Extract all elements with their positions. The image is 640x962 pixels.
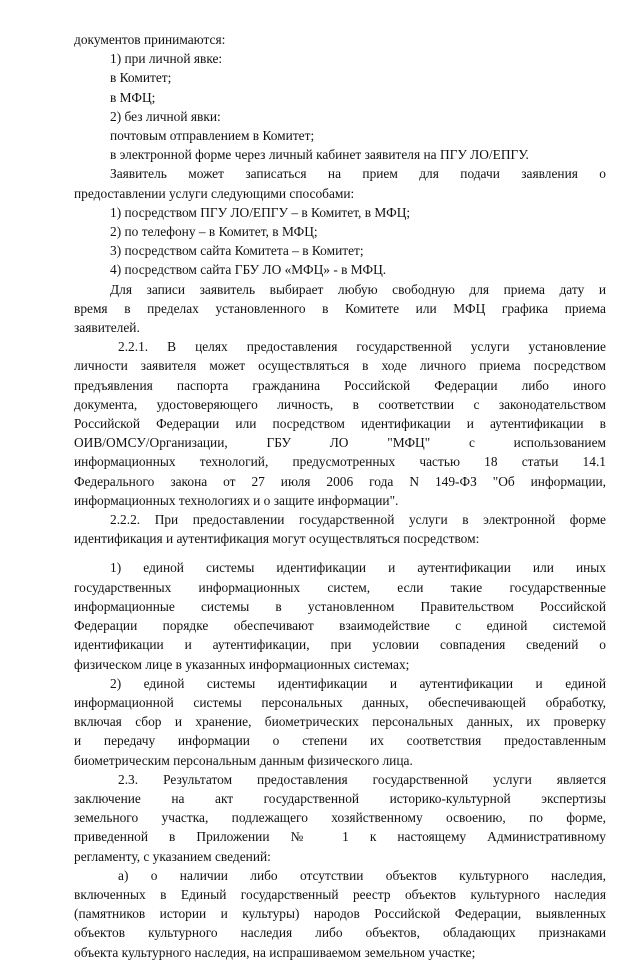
text-line: 2) по телефону – в Комитет, в МФЦ; — [110, 224, 318, 240]
text-line: заявителей. — [74, 320, 140, 336]
text-line: регламенту, с указанием сведений: — [74, 848, 271, 864]
text-line: земельного участка, подлежащего хозяйственному освоению, по форме, — [74, 810, 606, 826]
text-line: документа, удостоверяющего личность, в соответствии с законодательством — [74, 396, 606, 412]
paragraph-gap — [74, 548, 606, 558]
text-line: заключение на акт государственной историко-культурной экспертизы — [74, 790, 606, 806]
text-line: и передачу информации о степени их соответствия предоставленным — [74, 733, 606, 749]
text-line: 1) единой системы идентификации и аутентификации или иных — [110, 560, 606, 576]
text-line: 2.3. Результатом предоставления государственной услуги является — [118, 771, 606, 787]
text-line: предъявления паспорта гражданина Российской Федерации либо иного — [74, 377, 606, 393]
text-line: физическом лице в указанных информационных системах; — [74, 656, 410, 672]
text-line: государственных информационных систем, если такие государственные — [74, 579, 606, 595]
text-line: (памятников истории и культуры) народов Российской Федерации, выявленных — [74, 906, 606, 922]
text-line: 1) посредством ПГУ ЛО/ЕПГУ – в Комитет, в МФЦ; — [110, 204, 411, 220]
text-line: объектов культурного наследия либо объектов, обладающих признаками — [74, 925, 606, 941]
text-line: Заявитель может записаться на прием для подачи заявления о — [110, 166, 606, 182]
text-line: объекта культурного наследия, на испрашиваемом земельном участке; — [74, 944, 476, 960]
text-line: идентификация и аутентификация могут осуществляться посредством: — [74, 531, 480, 547]
text-line: 4) посредством сайта ГБУ ЛО «МФЦ» - в МФЦ. — [110, 262, 387, 278]
text-line: идентификации и аутентификации, при условии совпадения сведений о — [74, 637, 606, 653]
text-line: информационных технологиях и о защите информации". — [74, 492, 399, 508]
text-line: 3) посредством сайта Комитета – в Комитет; — [110, 243, 364, 259]
text-line: 2.2.2. При предоставлении государственной услуги в электронной форме — [110, 512, 606, 528]
text-line: Для записи заявитель выбирает любую свободную для приема дату и — [110, 281, 606, 297]
text-line: ОИВ/ОМСУ/Организации, ГБУ ЛО "МФЦ" с использованием — [74, 435, 606, 451]
text-line: включенных в Единый государственный реестр объектов культурного наследия — [74, 886, 606, 902]
text-line: информационной системы персональных данных, обеспечивающей обработку, — [74, 694, 606, 710]
text-line: приведенной в Приложении № 1 к настоящему Административному — [74, 829, 606, 845]
text-line: 2.2.1. В целях предоставления государственной услуги установление — [118, 339, 606, 355]
text-line: в электронной форме через личный кабинет заявителя на ПГУ ЛО/ЕПГУ. — [110, 147, 529, 163]
text-line: время в пределах установленного в Комитете или МФЦ графика приема — [74, 300, 606, 316]
text-line: Федерального закона от 27 июля 2006 года N 149-ФЗ "Об информации, — [74, 473, 606, 489]
text-line: включая сбор и хранение, биометрических персональных данных, их проверку — [74, 714, 606, 730]
text-line: биометрическим персональным данным физического лица. — [74, 752, 413, 768]
text-line: информационные системы в установленном Правительством Российской — [74, 598, 606, 614]
text-line: почтовым отправлением в Комитет; — [110, 128, 315, 144]
text-line: 2) единой системы идентификации и аутентификации и единой — [110, 675, 606, 691]
document-page — [74, 30, 606, 962]
text-line: Российской Федерации или посредством идентификации и аутентификации в — [74, 416, 606, 432]
text-line: 1) при личной явке: — [110, 51, 223, 67]
text-line: в МФЦ; — [110, 89, 156, 105]
text-line: 2) без личной явки: — [110, 108, 221, 124]
text-line: документов принимаются: — [74, 32, 226, 47]
text-line: Федерации порядке обеспечивают взаимодействие с единой системой — [74, 618, 606, 634]
text-line: в Комитет; — [110, 70, 172, 86]
text-line: а) о наличии либо отсутствии объектов культурного наследия, — [118, 867, 606, 883]
text-line: предоставлении услуги следующими способами: — [74, 185, 355, 201]
text-line: информационных технологий, предусмотренных частью 18 статьи 14.1 — [74, 454, 606, 470]
text-line: личности заявителя может осуществляться в ходе личного приема посредством — [74, 358, 606, 374]
